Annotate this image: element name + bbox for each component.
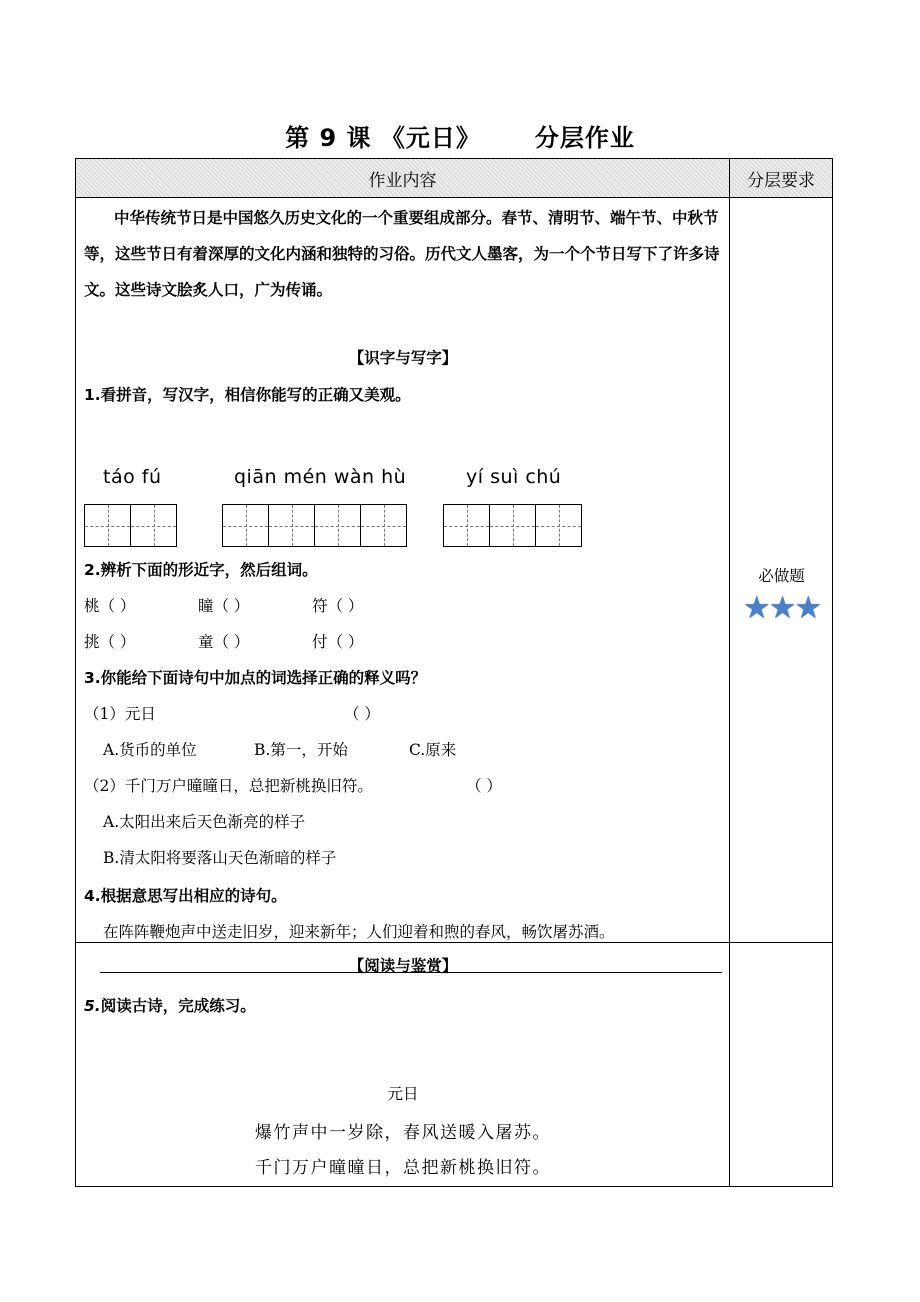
- q3-sub2: （2）千门万户曈曈日，总把新桃换旧符。: [84, 777, 373, 795]
- q3-sub2-option-b: B.清太阳将要落山天色渐暗的样子: [103, 849, 337, 867]
- poem-title: 元日: [387, 1085, 419, 1103]
- level-label: 必做题: [758, 567, 805, 585]
- content-cell-1: [76, 198, 730, 943]
- q5-prompt-text: 阅读古诗，完成练习。: [100, 997, 256, 1015]
- q3-sub2-option-a: A.太阳出来后天色渐亮的样子: [103, 813, 306, 831]
- section-heading-literacy: 【识字与写字】: [348, 349, 458, 367]
- writing-box[interactable]: [443, 504, 490, 547]
- header-level: 分层要求: [730, 159, 833, 198]
- pinyin-group-2: qiān mén wàn hù: [234, 466, 407, 488]
- q2-row2-item3: 付（ ）: [312, 633, 364, 651]
- three-stars-icon: ★★★: [742, 590, 821, 626]
- q3-sub1-answer: （ ）: [344, 705, 380, 723]
- content-cell-2: [76, 943, 730, 1187]
- pinyin-group-1: táo fú: [103, 466, 162, 488]
- page-title: [0, 118, 920, 153]
- q3-option-c: C.原来: [409, 741, 457, 759]
- q3-sub2-answer: （ ）: [466, 777, 502, 795]
- header-content: 作业内容: [76, 159, 730, 198]
- writing-boxes-group-1: [85, 504, 177, 547]
- q2-row1-item1: 桃（ ）: [84, 597, 136, 615]
- q2-row1-item2: 瞳（ ）: [198, 597, 250, 615]
- level-cell-1: [730, 198, 833, 943]
- q5-prompt: [84, 996, 256, 1016]
- poem-line-2: 千门万户曈曈日，总把新桃换旧符。: [255, 1158, 551, 1178]
- homework-table: [75, 158, 833, 1187]
- q1-prompt: 1.看拼音，写汉字，相信你能写的正确又美观。: [84, 386, 411, 404]
- q3-sub1: （1）元日: [84, 705, 156, 723]
- q2-row2-item1: 挑（ ）: [84, 633, 136, 651]
- writing-box[interactable]: [268, 504, 315, 547]
- q3-option-a: A.货币的单位: [103, 741, 197, 759]
- q3-prompt: 3.你能给下面诗句中加点的词选择正确的释义吗？: [84, 669, 427, 687]
- title-type: 分层作业: [534, 124, 635, 152]
- section-heading-reading: 【阅读与鉴赏】: [348, 957, 458, 975]
- writing-boxes-group-2: [223, 504, 407, 547]
- writing-box[interactable]: [535, 504, 582, 547]
- q4-prompt: 4.根据意思写出相应的诗句。: [84, 887, 287, 905]
- q4-text: 在阵阵鞭炮声中送走旧岁，迎来新年；人们迎着和煦的春风，畅饮屠苏酒。: [103, 923, 615, 941]
- writing-box[interactable]: [314, 504, 361, 547]
- writing-box[interactable]: [130, 504, 177, 547]
- q2-row2-item2: 童（ ）: [198, 633, 250, 651]
- writing-boxes-group-3: [444, 504, 582, 547]
- intro-paragraph: 中华传统节日是中国悠久历史文化的一个重要组成部分。春节、清明节、端午节、中秋节等，这些节日有着深厚的文化内涵和独特的习俗。历代文人墨客，为一个个节日写下了许多诗文。这些诗文脍炙人口，广为传诵。: [84, 209, 720, 299]
- level-cell-2: [730, 943, 833, 1187]
- q3-option-b: B.第一，开始: [254, 741, 348, 759]
- title-lesson: 第 9 课 《元日》: [285, 124, 481, 152]
- writing-box[interactable]: [489, 504, 536, 547]
- writing-box[interactable]: [360, 504, 407, 547]
- writing-box[interactable]: [222, 504, 269, 547]
- q2-prompt: 2.辨析下面的形近字，然后组词。: [84, 561, 318, 579]
- pinyin-group-3: yí suì chú: [466, 466, 562, 488]
- q2-row1-item3: 符（ ）: [312, 597, 364, 615]
- writing-box[interactable]: [84, 504, 131, 547]
- q5-number: 5.: [84, 997, 101, 1015]
- poem-line-1: 爆竹声中一岁除，春风送暖入屠苏。: [255, 1123, 551, 1143]
